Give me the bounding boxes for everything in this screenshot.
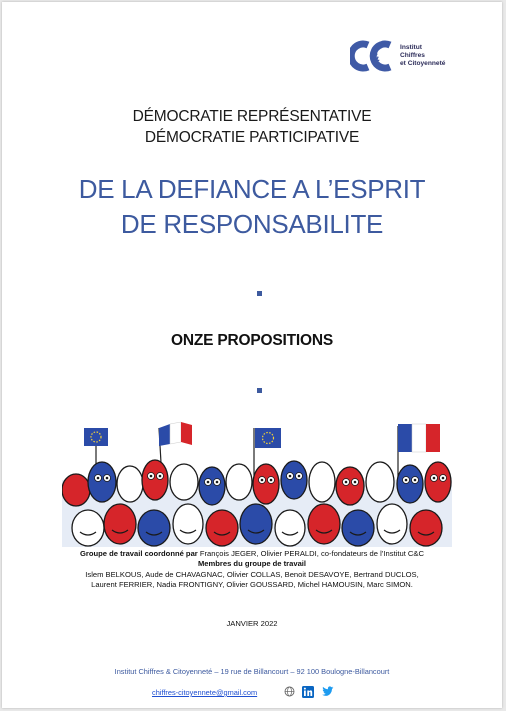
section-heading: ONZE PROPOSITIONS [171, 332, 333, 349]
coordination-label: Groupe de travail coordonné par [80, 549, 198, 558]
logo-text [400, 44, 460, 68]
logo-line: et Citoyenneté [400, 60, 446, 67]
separator-dot [257, 388, 262, 393]
crowd-illustration [62, 420, 452, 547]
members-label: Membres du groupe de travail [197, 559, 307, 569]
linkedin-icon[interactable] [302, 686, 314, 698]
footer-address: Institut Chiffres & Citoyenneté – 19 rue de Billancourt – 92 100 Boulogne-Billancourt [114, 667, 390, 676]
publication-date: JANVIER 2022 [226, 619, 278, 628]
twitter-icon[interactable] [322, 686, 334, 697]
globe-icon[interactable] [284, 686, 295, 697]
svg-text:&: & [371, 50, 380, 64]
title-line-1: DE LA DEFIANCE A L’ESPRIT [78, 174, 426, 204]
subtitle-line-1: DÉMOCRATIE REPRÉSENTATIVE [132, 108, 372, 125]
credits-block [2, 549, 502, 591]
logo-line: Institut [400, 44, 422, 51]
footer-contact [152, 686, 372, 700]
email-link[interactable]: chiffres-citoyennete@gmail.com [152, 688, 258, 697]
subtitle-line-2: DÉMOCRATIE PARTICIPATIVE [144, 129, 360, 146]
main-title [2, 172, 502, 242]
separator-dot [257, 291, 262, 296]
members-line-2: Laurent FERRIER, Nadia FRONTIGNY, Olivier GOUSSARD, Michel HAMOUSIN, Marc SIMON. [91, 580, 413, 590]
title-line-2: DE RESPONSABILITE [120, 209, 384, 239]
coordination-names: François JEGER, Olivier PERALDI, co-fondateurs de l’Institut C&C [197, 549, 424, 558]
coordination-line [2, 549, 502, 559]
institute-logo [350, 40, 460, 72]
cover-page [2, 2, 502, 708]
cc-logo-mark-icon [350, 40, 398, 72]
members-line-1: Islem BELKOUS, Aude de CHAVAGNAC, Olivier COLLAS, Benoit DESAVOYE, Bertrand DUCLOS, [85, 569, 419, 579]
logo-line: Chiffres [400, 52, 425, 59]
